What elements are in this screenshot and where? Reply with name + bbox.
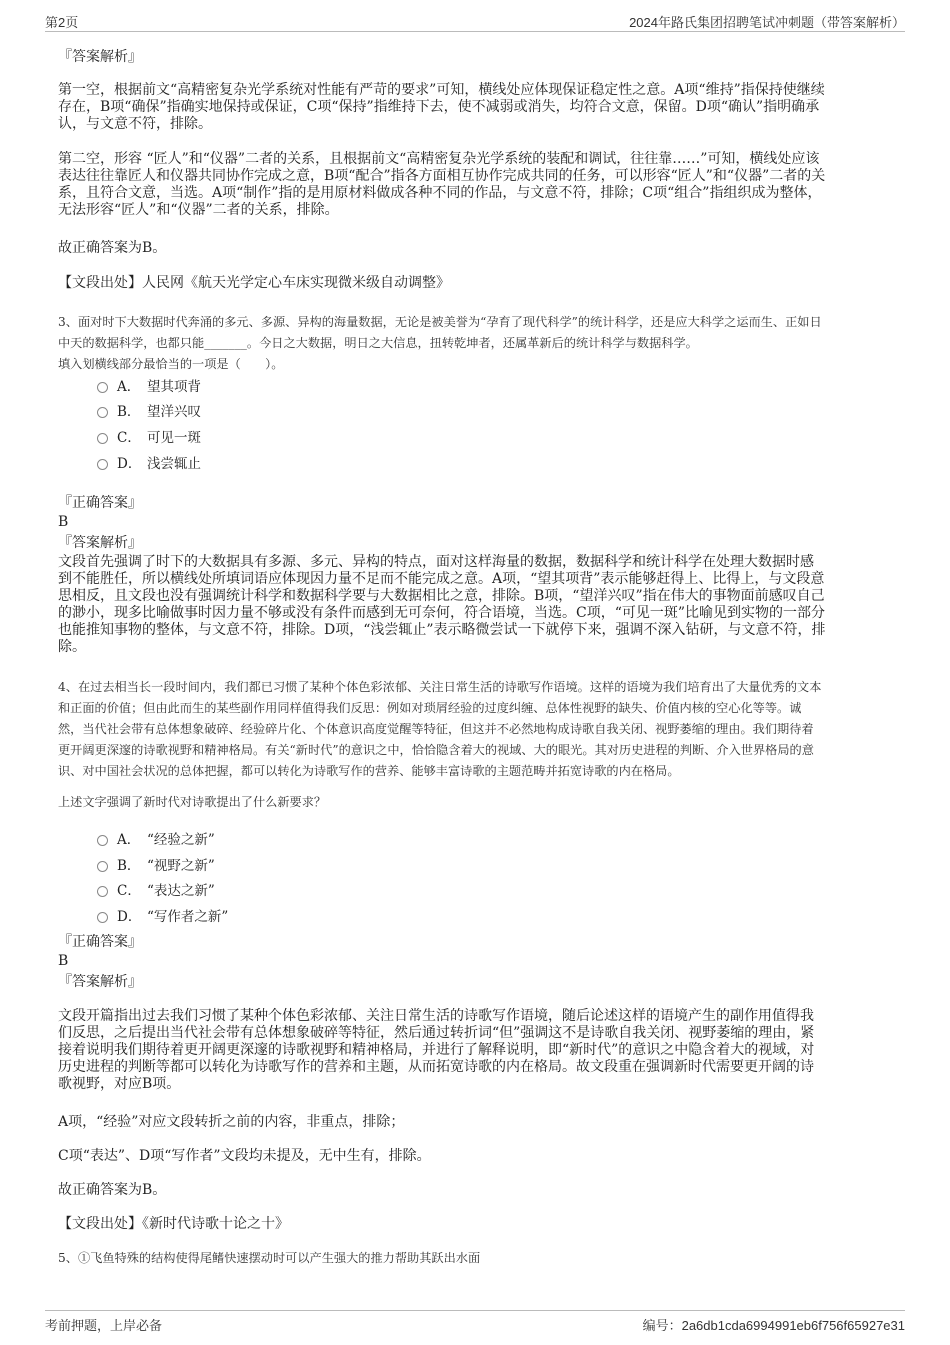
q3-option-c[interactable]: C． 可见一斑 xyxy=(97,427,201,445)
q3-option-a[interactable]: A． 望其项背 xyxy=(97,376,201,394)
q4-analysis: 文段开篇指出过去我们习惯了某种个体色彩浓郁、关注日常生活的诗歌写作语境，随后论述这样的语境产生的副作用值得我 们反思，之后提出当代社会带有总体想象破碎等特征，然后通过转折词“但”强调这不是诗歌自我关闭、视野萎缩的理由，紧 接着说明我们期待着更开阔更深邃的诗歌视野和精神格局，并进行了解释说明，即“新时代”的意识之中隐含着大的视域，对 历史进程的判断等都可以转化为诗歌写作的营养和主题，从而拓宽诗歌的内在格局。故文段重在强调新时代需要更开阔的诗 歌视野，对应B项。 xyxy=(58,1008,815,1092)
radio-icon[interactable] xyxy=(97,835,108,846)
q2-source: 【文段出处】人民网《航天光学定心车床实现微米级自动调整》 xyxy=(58,275,450,291)
q4-option-d[interactable]: D． “写作者之新” xyxy=(97,906,228,924)
q4-analysis-label: 『答案解析』 xyxy=(58,974,142,990)
q3-answer: B xyxy=(58,514,69,530)
footer-divider xyxy=(45,1310,905,1311)
radio-icon[interactable] xyxy=(97,886,108,897)
radio-icon[interactable] xyxy=(97,382,108,393)
q2-analysis-label: 『答案解析』 xyxy=(58,49,142,65)
q4-option-c[interactable]: C． “表达之新” xyxy=(97,880,215,898)
document-title: 2024年路氏集团招聘笔试冲刺题（带答案解析） xyxy=(629,15,905,30)
q3-analysis-label: 『答案解析』 xyxy=(58,535,142,551)
radio-icon[interactable] xyxy=(97,861,108,872)
q4-answer: B xyxy=(58,953,69,969)
q3-analysis: 文段首先强调了时下的大数据具有多源、多元、异构的特点，面对这样海量的数据，数据科学和统计科学在处理大数据时感 到不能胜任，所以横线处所填词语应体现因力量不足而不能完成之意。A项，“望其项背”表示能够赶得上、比得上，与文段意 思相反，且文段也没有强调统计科学和数据科学要与大数据相比之意，排除。B项，“望洋兴叹”指在伟大的事物面前感叹自己 的渺小，现多比喻做事时因力量不够或没有条件而感到无可奈何，符合语境，当选。C项，“可见一斑”比喻见到实物的一部分 也能推知事物的整体，与文意不符，排除。D项，“浅尝辄止”表示略微尝试一下就停下来，强调不深入钻研，与文意不符，排 除。 xyxy=(58,554,826,655)
footer-slogan: 考前押题，上岸必备 xyxy=(45,1318,163,1333)
q4-stem: 4、在过去相当长一段时间内，我们都已习惯了某种个体色彩浓郁、关注日常生活的诗歌写作语境。这样的语境为我们培育出了大量优秀的文本 和正面的价值；但由此而生的某些副作用同样值得我们反思：例如对琐屑经验的过度纠缠、总体性视野的缺失、价值内核的空心化等等。诚 然，当代社会带有总体想象破碎、经验碎片化、个体意识高度觉醒等特征，但这并不必然地构成诗歌自我关闭、视野萎缩的理由。我们期待着 更开阔更深邃的诗歌视野和精神格局。有关“新时代”的意识之中，恰恰隐含着大的视域、大的眼光。其对历史进程的判断、介入世界格局的意 识、对中国社会状况的总体把握，都可以转化为诗歌写作的营养、能够丰富诗歌的主题范畴并拓宽诗歌的内在格局。 xyxy=(58,680,822,778)
q4-note-a: A项，“经验”对应文段转折之前的内容，非重点，排除； xyxy=(58,1114,405,1130)
q3-option-d[interactable]: D． 浅尝辄止 xyxy=(97,453,201,471)
q5-stem: 5、①飞鱼特殊的结构使得尾鳍快速摆动时可以产生强大的推力帮助其跃出水面 xyxy=(58,1251,481,1265)
q4-answer-label: 『正确答案』 xyxy=(58,934,142,950)
q4-option-b[interactable]: B． “视野之新” xyxy=(97,855,215,873)
header-divider xyxy=(45,31,905,32)
radio-icon[interactable] xyxy=(97,912,108,923)
radio-icon[interactable] xyxy=(97,459,108,470)
q3-answer-label: 『正确答案』 xyxy=(58,495,142,511)
page-number: 第2页 xyxy=(45,15,79,30)
q4-question: 上述文字强调了新时代对诗歌提出了什么新要求？ xyxy=(58,795,327,809)
q4-conclusion: 故正确答案为B。 xyxy=(58,1182,167,1198)
footer-serial: 编号：2a6db1cda6994991eb6f756f65927e31 xyxy=(642,1318,905,1333)
q2-analysis-para1: 第一空，根据前文“高精密复杂光学系统对性能有严苛的要求”可知，横线处应体现保证稳定性之意。A项“维持”指保持使继续 存在，B项“确保”指确实地保持或保证，C项“保持”指维持下去，使不减弱或消失，均符合文意，保留。D项“确认”指明确承 认，与文意不符，排除。 xyxy=(58,82,825,132)
q3-stem: 3、面对时下大数据时代奔涌的多元、多源、异构的海量数据，无论是被美誉为“孕育了现代科学”的统计科学，还是应大科学之运而生、正如日 中天的数据科学，也都只能_______。今日之大数据，明日之大信息，扭转乾坤者，还属革新后的统计科学与数据科学。 填入划横线部分最恰当的一项是（ ）。 xyxy=(58,315,822,371)
q3-option-b[interactable]: B． 望洋兴叹 xyxy=(97,401,201,419)
q4-source: 【文段出处】《新时代诗歌十论之十》 xyxy=(58,1216,289,1232)
q2-analysis-para2: 第二空，形容 “匠人”和“仪器”二者的关系，且根据前文“高精密复杂光学系统的装配和调试，往往靠……”可知，横线处应该 表达往往靠匠人和仪器共同协作完成之意，B项“配合”指各方面相互协作完成共同的任务，可以形容“匠人”和“仪器”二者的关 系，且符合文意，当选。A项“制作”指的是用原材料做成各种不同的作品，与文意不符，排除；C项“组合”指组织成为整体， 无法形容“匠人”和“仪器”二者的关系，排除。 xyxy=(58,151,826,218)
radio-icon[interactable] xyxy=(97,433,108,444)
q4-option-a[interactable]: A． “经验之新” xyxy=(97,829,215,847)
radio-icon[interactable] xyxy=(97,407,108,418)
q4-note-cd: C项“表达”、D项“写作者”文段均未提及，无中生有，排除。 xyxy=(58,1148,431,1164)
q2-conclusion: 故正确答案为B。 xyxy=(58,240,167,256)
